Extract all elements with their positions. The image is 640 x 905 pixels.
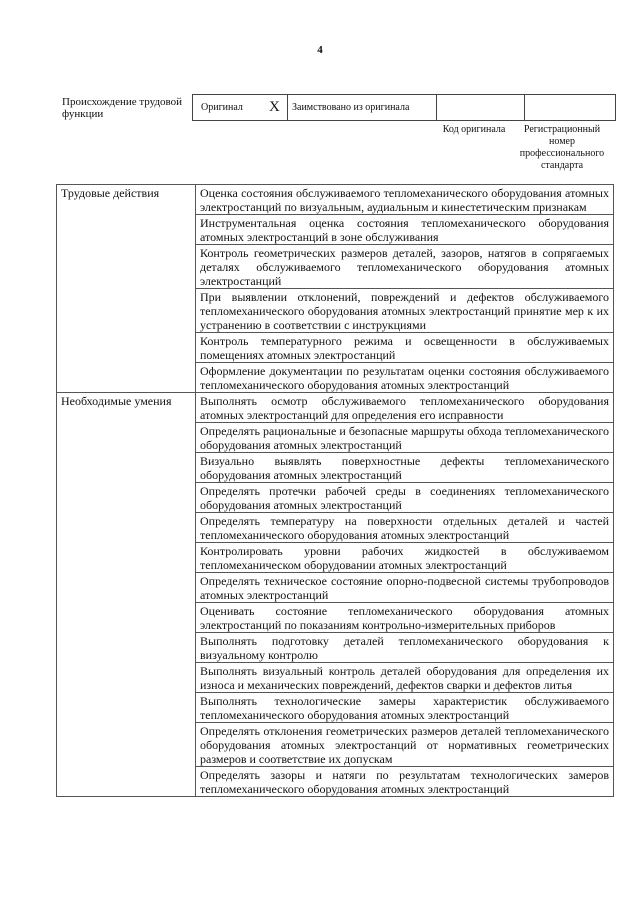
section-item: Оценивать состояние тепломеханического оборудования атомных электростанций по показаниям контрольно-измерительных приборов [196,603,614,633]
section-item: Оценка состояния обслуживаемого тепломеханического оборудования атомных электростанций по визуальным, аудиальным и кинестетическим признакам [196,185,614,215]
section-item: Контролировать уровни рабочих жидкостей в обслуживаемом тепломеханическом оборудовании атомных электростанций [196,543,614,573]
section-title: Необходимые умения [57,393,196,797]
page-number: 4 [317,44,323,56]
table-row [57,393,614,423]
section-item: Выполнять осмотр обслуживаемого тепломеханического оборудования атомных электростанций для определения его исправности [196,393,614,423]
section-item: Контроль температурного режима и освещенности в обслуживаемых помещениях атомных электростанций [196,333,614,363]
section-item: Определять температуру на поверхности отдельных деталей и частей тепломеханического оборудования атомных электростанций [196,513,614,543]
origin-code-cell [437,95,525,120]
section-item: Определять отклонения геометрических размеров деталей тепломеханического оборудования атомных электростанций от нормативных геометрических размеров и соответствие их допускам [196,723,614,767]
section-item: Оформление документации по результатам оценки состояния обслуживаемого тепломеханического оборудования атомных электростанций [196,363,614,393]
section-item: Определять зазоры и натяги по результатам технологических замеров тепломеханического оборудования атомных электростанций [196,767,614,797]
reg-caption: Регистрационный номер профессионального стандарта [519,124,605,171]
section-item: Выполнять технологические замеры характеристик обслуживаемого тепломеханического оборудования атомных электростанций [196,693,614,723]
table-row [57,185,614,215]
section-item: Определять техническое состояние опорно-подвесной системы трубопроводов атомных электростанций [196,573,614,603]
origin-box [192,94,616,121]
section-item: Выполнять визуальный контроль деталей оборудования для определения их износа и механических повреждений, дефектов сварки и дефектов литья [196,663,614,693]
code-caption: Код оригинала [442,124,506,135]
section-item: Выполнять подготовку деталей тепломеханического оборудования к визуальному контролю [196,633,614,663]
origin-original-cell [193,95,288,120]
origin-borrowed-label: Заимствовано из оригинала [292,102,410,113]
section-item: Определять рациональные и безопасные маршруты обхода тепломеханического оборудования атомных электростанций [196,423,614,453]
origin-label: Происхождение трудовой функции [62,96,183,120]
origin-borrowed-cell [288,95,437,120]
section-item: Определять протечки рабочей среды в соединениях тепломеханического оборудования атомных электростанций [196,483,614,513]
origin-reg-cell [525,95,615,120]
origin-original-label: Оригинал [201,102,243,113]
section-item: Визуально выявлять поверхностные дефекты тепломеханического оборудования атомных электростанций [196,453,614,483]
labor-function-table [56,184,614,797]
origin-original-mark: X [269,99,280,115]
section-item: При выявлении отклонений, повреждений и дефектов обслуживаемого тепломеханического оборудования атомных электростанций принятие мер к их устранению в соответствии с инструкциями [196,289,614,333]
section-title: Трудовые действия [57,185,196,393]
section-item: Инструментальная оценка состояния тепломеханического оборудования атомных электростанций в зоне обслуживания [196,215,614,245]
section-item: Контроль геометрических размеров деталей, зазоров, натягов в сопрягаемых деталях обслуживаемого тепломеханического оборудования атомных электростанций [196,245,614,289]
